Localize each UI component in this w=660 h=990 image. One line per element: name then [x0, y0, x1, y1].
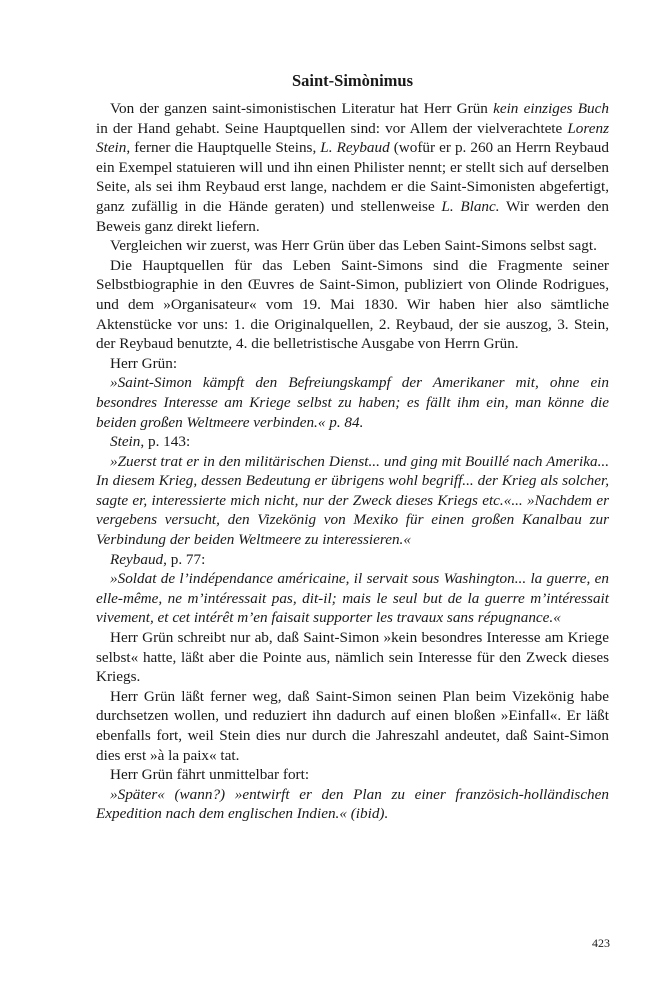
block-quote: »Später« (wann?) »entwirft er den Plan zu einer französich-holländischen Expedition nach dem englischen Indien.« (ibid). [96, 785, 609, 823]
body-text [96, 99, 609, 824]
paragraph: Von der ganzen saint-simonistischen Literatur hat Herr Grün kein einziges Buch in der Hand gehabt. Seine Hauptquellen sind: vor Allem der vielverachtete Lorenz Stein, ferner die Hauptquelle Steins, L. Reybaud (wofür er p. 260 an Herrn Reybaud ein Exempel statuieren will und ihn einen Philister nennt; er stellt sich auf derselben Seite, als sei ihm Reybaud erst lange, nachdem er die Saint-Simonisten abgefertigt, ganz zufällig in die Hände geraten) und stellenweise L. Blanc. Wir werden den Beweis ganz direkt liefern. [96, 100, 610, 235]
block-quote: »Soldat de l’indépendance américaine, il servait sous Washington... la guerre, en elle-même, ne m’intéressait pas, dit-il; mais le seul but de la guerre m’intéressait vivement, et cet intérêt m’en faisait supporter les travaux sans répugnance.« [96, 570, 609, 627]
book-page [96, 70, 609, 824]
citation-line: Stein, p. 143: [110, 433, 191, 451]
citation-line: Reybaud, p. 77: [110, 550, 206, 568]
paragraph: Die Hauptquellen für das Leben Saint-Simons sind die Fragmente seiner Selbstbiographie in den Œuvres de Saint-Simon, publiziert von Olinde Rodrigues, und dem »Organisateur« vom 19. Mai 1830. Wir haben hier also sämtliche Aktenstücke vor uns: 1. die Originalquellen, 2. Reybaud, der sie auszog, 3. Stein, der Reybaud benutzte, 4. die belletristische Ausgabe von Herrn Grün. [96, 256, 609, 353]
section-heading: Saint-Simònimus [291, 71, 414, 90]
paragraph: Herr Grün fährt unmittelbar fort: [110, 766, 310, 784]
page-number: 423 [592, 936, 610, 950]
block-quote: »Zuerst trat er in den militärischen Dienst... und ging mit Bouillé nach Amerika... In diesem Krieg, dessen Bedeutung er übrigens wohl begriff... der Krieg als solcher, sagte er, interessierte mich nicht, nur der Zweck dieses Kriegs etc.«... »Nachdem er vergebens versucht, den Vizekönig von Mexiko für einen großen Kanalbau zur Verbindung der beiden Weltmeere zu interessieren.« [96, 452, 609, 549]
paragraph: Herr Grün schreibt nur ab, daß Saint-Simon »kein besondres Interesse am Kriege selbst« hatte, läßt aber die Pointe aus, nämlich sein Interesse für den Zweck dieses Kriegs. [96, 629, 609, 686]
paragraph: Herr Grün: [110, 354, 178, 372]
paragraph: Vergleichen wir zuerst, was Herr Grün über das Leben Saint-Simons selbst sagt. [110, 237, 597, 255]
block-quote: »Saint-Simon kämpft den Befreiungskampf der Amerikaner mit, ohne ein besondres Interesse am Kriege selbst zu haben; es fällt ihm ein, man könne die beiden großen Weltmeere verbinden.« p. 84. [96, 374, 609, 431]
paragraph: Herr Grün läßt ferner weg, daß Saint-Simon seinen Plan beim Vizekönig habe durchsetzen wollen, und reduziert ihn dadurch auf einen bloßen »Einfall«. Er läßt ebenfalls fort, weil Stein dies nur durch die Jahreszahl andeutet, daß Saint-Simon dies erst »à la paix« tat. [96, 687, 609, 764]
